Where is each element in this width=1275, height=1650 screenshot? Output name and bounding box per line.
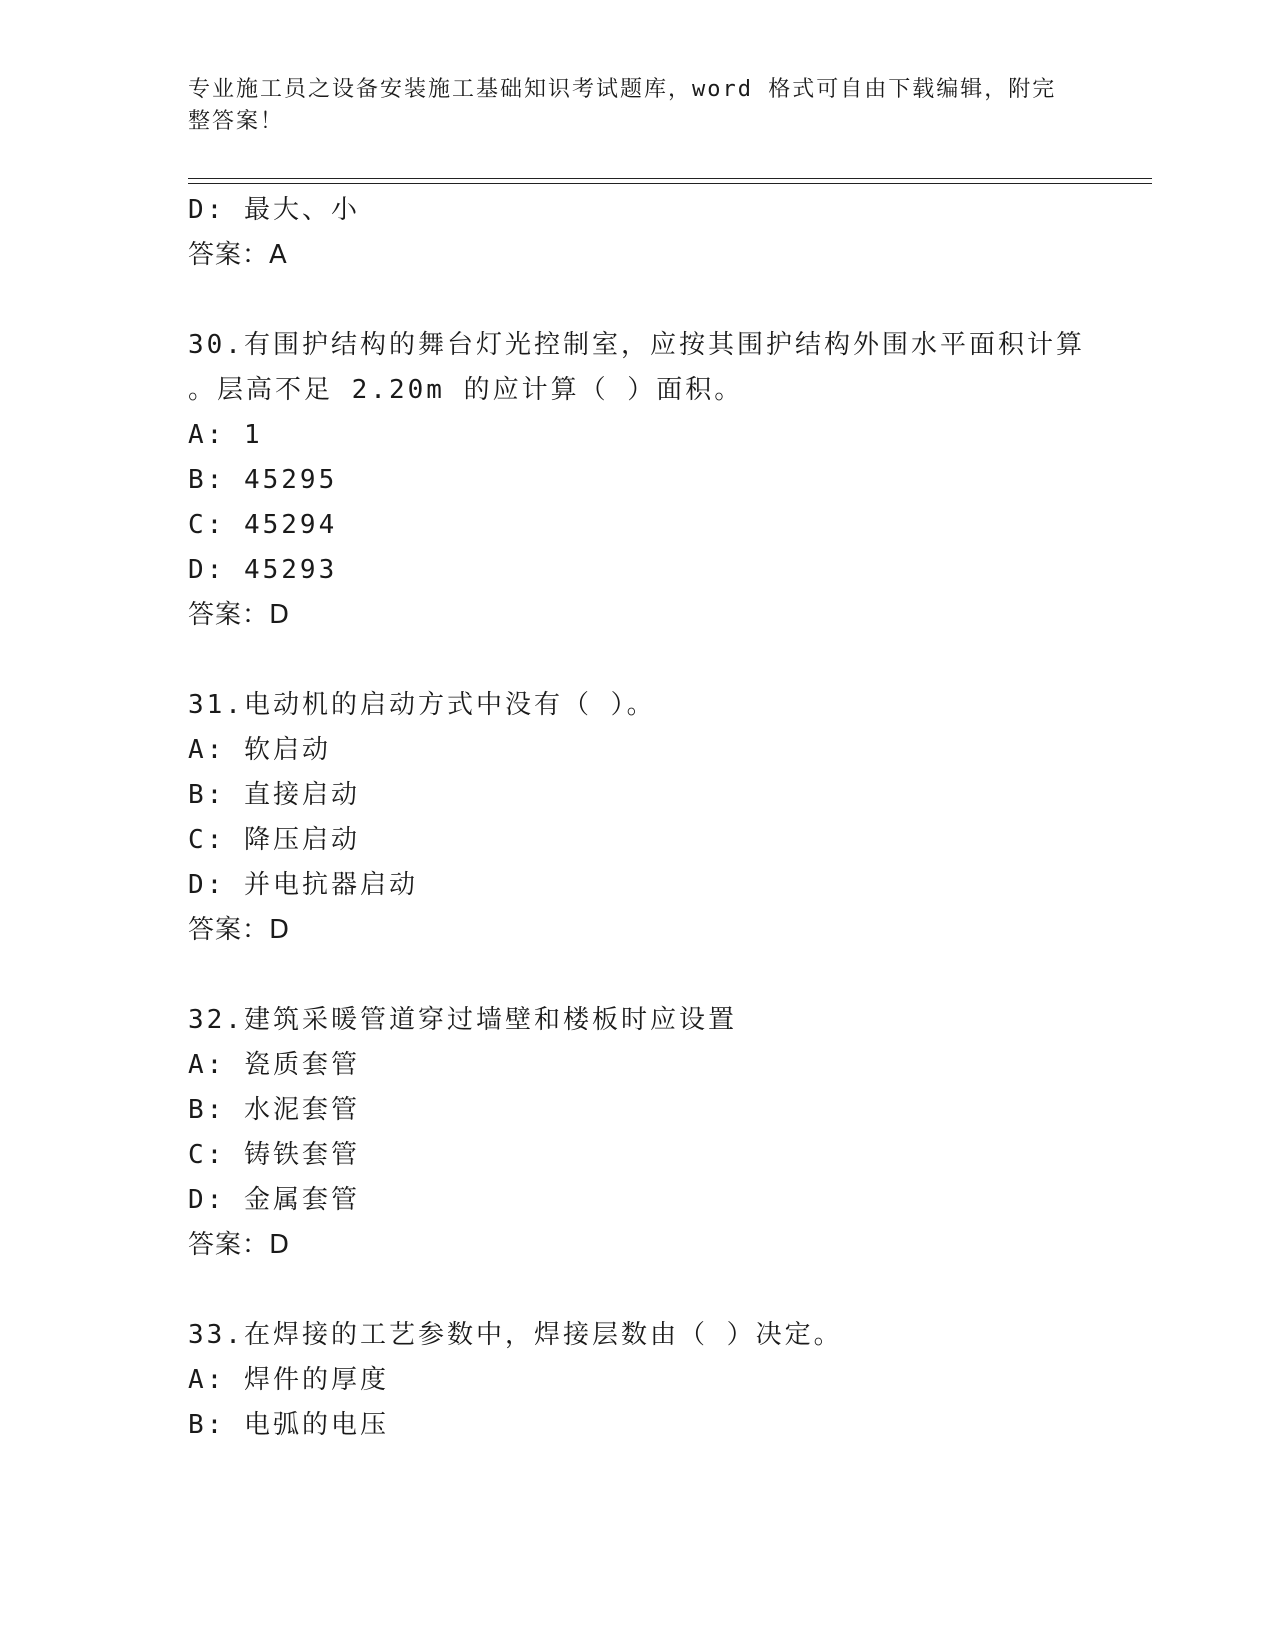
header-line-2: 整答案！ (188, 109, 285, 134)
question-33-option-b: B: 电弧的电压 (188, 1410, 389, 1440)
question-33-option-a: A: 焊件的厚度 (188, 1365, 389, 1395)
option-d: D: 最大、小 (188, 195, 360, 225)
question-30-answer: 答案：D (188, 600, 291, 630)
question-31-stem: 31.电动机的启动方式中没有（ ）。 (188, 690, 656, 720)
question-31-option-d: D: 并电抗器启动 (188, 870, 418, 900)
question-30-option-b: B: 45295 (188, 465, 338, 495)
question-32-stem: 32.建筑采暖管道穿过墙壁和楼板时应设置 (188, 1005, 737, 1035)
question-31-option-a: A: 软启动 (188, 735, 331, 765)
question-32-option-d: D: 金属套管 (188, 1185, 360, 1215)
question-30-option-c: C: 45294 (188, 510, 338, 540)
question-33-stem: 33.在焊接的工艺参数中，焊接层数由（ ）决定。 (188, 1320, 843, 1350)
header-line-1: 专业施工员之设备安装施工基础知识考试题库，word 格式可自由下载编辑，附完 (188, 77, 1057, 102)
document-header (188, 74, 1068, 138)
question-31-option-c: C: 降压启动 (188, 825, 360, 855)
question-32-answer: 答案：D (188, 1230, 291, 1260)
question-31-answer: 答案：D (188, 915, 291, 945)
question-32-option-b: B: 水泥套管 (188, 1095, 360, 1125)
question-30-option-d: D: 45293 (188, 555, 338, 585)
question-31-option-b: B: 直接启动 (188, 780, 360, 810)
question-32-option-c: C: 铸铁套管 (188, 1140, 360, 1170)
question-30-stem-continued: 。层高不足 2.20m 的应计算（ ）面积。 (188, 375, 744, 405)
question-30-stem: 30.有围护结构的舞台灯光控制室，应按其围护结构外围水平面积计算 (188, 330, 1085, 360)
header-divider-bottom (188, 183, 1152, 184)
header-divider-top (188, 178, 1152, 179)
question-30-option-a: A: 1 (188, 420, 263, 450)
answer-line: 答案：A (188, 240, 288, 270)
question-32-option-a: A: 瓷质套管 (188, 1050, 360, 1080)
